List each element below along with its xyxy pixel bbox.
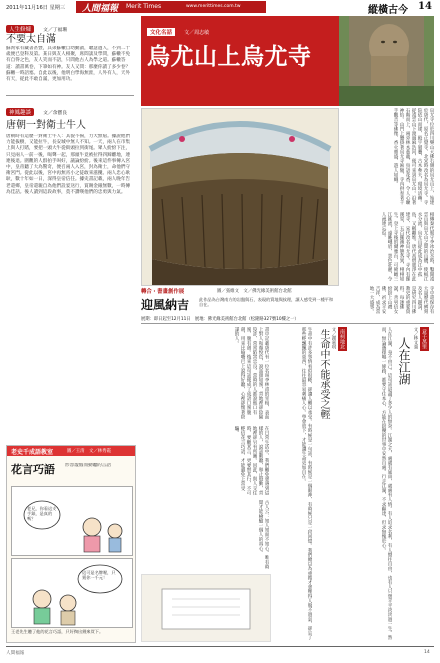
left-column [6, 16, 134, 442]
center-article-3: 古人云：知人知面不知心。唯有時間才能檢驗一個人的真心。 [258, 500, 269, 569]
ad-title-bar [7, 446, 135, 456]
col2-tag: 神鳳趣談 [6, 108, 34, 116]
masthead-url: www.merittimes.com.tw [186, 4, 241, 9]
art-title: 迎風納吉 [141, 298, 190, 312]
col2-title: 唐朝一對衛士牛人 [6, 120, 86, 131]
ad-note: 形容虛假而動聽的言語 [65, 463, 111, 468]
feature-header [141, 16, 339, 106]
art-label: 轉合・書畫創作展 [141, 289, 185, 295]
footer-rule [6, 646, 434, 647]
footer-page-number: 14 [424, 650, 430, 655]
river-body: 人在江湖，身不由己。這句話道盡了多少人的無奈。江湖之大，處處有風雨，處處有人情。有人追求名利，有人嚮往自由，也有人只想平平淡淡過一生。然而，無論選擇哪一條路，都要守住本心，方能在紛擾的世事中安然自處。行走江湖，不求顯達，但求無愧於心。 [381, 327, 392, 640]
ad-author: 圖／王清 文／林秀霞 [67, 449, 111, 454]
masthead-logo: 人間福報 [82, 4, 119, 14]
col1-author: 文／丁福珊 [43, 28, 68, 33]
south-tag: 南柯地北 [339, 329, 345, 349]
divider [141, 323, 434, 324]
center-illustration [141, 574, 271, 642]
masthead-date: 2011年11月16日 星期三 [6, 5, 66, 11]
masthead-section: 縱橫古今 [368, 5, 408, 16]
col1-title: 不要太自滿 [6, 34, 56, 45]
center-article-2: 在日常生活中，我們難免會遇到這樣的人，說話動聽，舉止殷勤，背地裡卻另有所圖。因此，與人交往時，要觀其言，更要察其行，不可輕信花言巧語，才能避免上當受騙。 [234, 426, 269, 495]
art-description: 此作品為台灣南方的岩盤與石，表現的質地與紋理，讓人感受到一種平和自在。 [199, 297, 334, 307]
river-tag: 意千萬里 [421, 329, 427, 349]
comic-dialog-2: 這可是名牌喔，只賣你一千元！ [82, 570, 116, 580]
col2-author: 文／余寶良 [43, 111, 68, 116]
ad-title: 老史千成語教室 [11, 449, 54, 456]
feature-label-row [147, 19, 209, 38]
south-title: 生命中不能承受之輕 [318, 329, 329, 419]
masthead-page-number: 14 [418, 1, 432, 12]
footer-slogan: 人間福報 [6, 651, 25, 656]
divider [6, 95, 134, 96]
col1-body: 蘇洵家有藏書甚豐，其弟蘇轍自幼勤讀，聰慧過人，不到二十歲便已登科及第。某日與友人相聚，席間談及學問，蘇轍不免有自得之色，友人笑而不語，只問他古人為學之道。蘇轍答道：讀書萬卷，下筆如有神。友人又問：那麼你讀了多少卷？蘇轍一時語塞。自此以後，他明白學海無涯，人外有人，天外有天，從此不敢自滿，更加用功。 [6, 46, 131, 83]
river-column [356, 327, 434, 640]
center-article-1: 書中記載唐代有一位名叫李林甫的宰相，表面上對人和顏悅色，說話甜如蜜，背地裡卻陰險狡詐，常常陷害忠良。當時的人都說他口有蜜，腹有劍。後來這句話便成了成語口蜜腹劍，用來比喻嘴巴上說得好聽，心裡卻懷著陰謀的人。 [234, 327, 269, 419]
river-author: 文／林文義 [413, 327, 418, 349]
col1-tag: 人生修煉 [6, 25, 34, 33]
comic-dialog-1: 老兄，你看這支手錶，是真的嗎？ [27, 506, 57, 521]
comic-ad [6, 445, 136, 643]
ad-subtitle: 花言巧語 [11, 463, 55, 476]
comic-panel-2 [11, 558, 133, 628]
feature-author: 文／周志敏 [184, 30, 210, 36]
south-body: 生命中有許多事情看似很輕，卻讓人難以承受。有時候是一句話，有時候是一個眼神，有時候只是一段回憶。我們總以為重擔才會壓得人喘不過氣，卻忘了那些輕飄飄的東西，往往最容易刺痛人心。學會放下，才能讓生命更加自在。 [301, 327, 312, 640]
art-caption [141, 286, 337, 316]
scroll-icon [142, 575, 270, 641]
masthead [0, 0, 440, 15]
col2-body: 唐朝時有這麼一對衛士牛人：其貌不揚，力大無窮。據說他們力能拔樹，又能拉牛，長安城中無人不知。一天，兩人在市集上與人打賭，要把一頭大牛從街頭拉到街尾。眾人紛紛下注，只見兩人一前一後，喝聲一起，那頭牛竟被拉得四蹄離地，連連後退。圍觀的人群拍手叫好，議論紛紛。後來這件事傳入宮中，皇帝聽了大為驚奇，便召兩人入宮，封為衛士，命他們守衛宮門。從此以後，宮中再無宵小之徒敢來滋擾。兩人忠心耿耿，數十年如一日，深得皇帝信任。據史書記載，兩人晚年告老還鄉，皇帝還親自為他們設宴送行，賞賜金銀無數，一時傳為佳話。後人讀到這段故事，莫不讚嘆他們的忠勇與力氣。 [6, 134, 131, 195]
feature-title: 烏尤山上烏尤寺 [147, 43, 312, 70]
south-author: 文／謝嘉琪 [331, 327, 336, 349]
masthead-logo-bar [76, 1, 266, 13]
feature-body-2: 相傳秦代蜀守李冰治水時，鑿開凌雲山與烏尤山之間的山體，使岷江水分流，烏尤山從此成為江中孤島，又稱離堆。唐代高僧惠淨在此建寺，宋代改名烏尤寺。寺內有羅漢堂，五百羅漢神態各異，栩栩如生。登上寺後的爾雅台，可俯瞰三江匯流，遠眺峨眉，景色壯麗，令人流連忘返。 [381, 212, 434, 281]
artwork-image [141, 108, 339, 286]
feature-label: 文化名話 [147, 28, 175, 36]
south-column [272, 327, 352, 640]
feature-body-1: 烏尤寺位於四川樂山大佛右側的烏尤山上，始建於唐代，原名正覺寺，北宋時改名為烏尤寺。寺院依山而建，殿宇層疊，古木參天，環境清幽。從凌雲山下渡過麻浩河，便可來到烏尤山。沿著石階而上，兩旁林木蔥蘢，鳥語花香，令人心曠神怡。山門上懸掛著烏尤寺匾額，寺內供奉著千手觀音等佛像，香火鼎盛，遊人如織。 [393, 108, 434, 205]
feature-body-3: 寺中還保存有大量歷代碑刻及名人題詞，是研究四川佛教史的重要資料。每逢佛誕，善男信女紛紛上山禮佛，祈求平安吉祥，成為當地一大盛事。 [369, 286, 434, 314]
comic-panel-1 [11, 486, 133, 556]
artwork-painting [142, 109, 338, 285]
temple-photo [339, 16, 434, 106]
temple-photo-image [339, 16, 434, 106]
masthead-logo-en: Merit Times [126, 3, 162, 10]
art-credit: 圖／張維文 文／佛光緣美術館台北館 [217, 289, 292, 294]
ad-caption: 王老先生聽了他的花言巧語，只好掏出錢來買下。 [11, 629, 104, 634]
art-exhibition-info: 展期：即日起至12月11日 展地：佛光緣美術館台北館（松隆路327號10樓之一） [141, 317, 299, 322]
river-title: 人在江湖 [397, 337, 411, 385]
